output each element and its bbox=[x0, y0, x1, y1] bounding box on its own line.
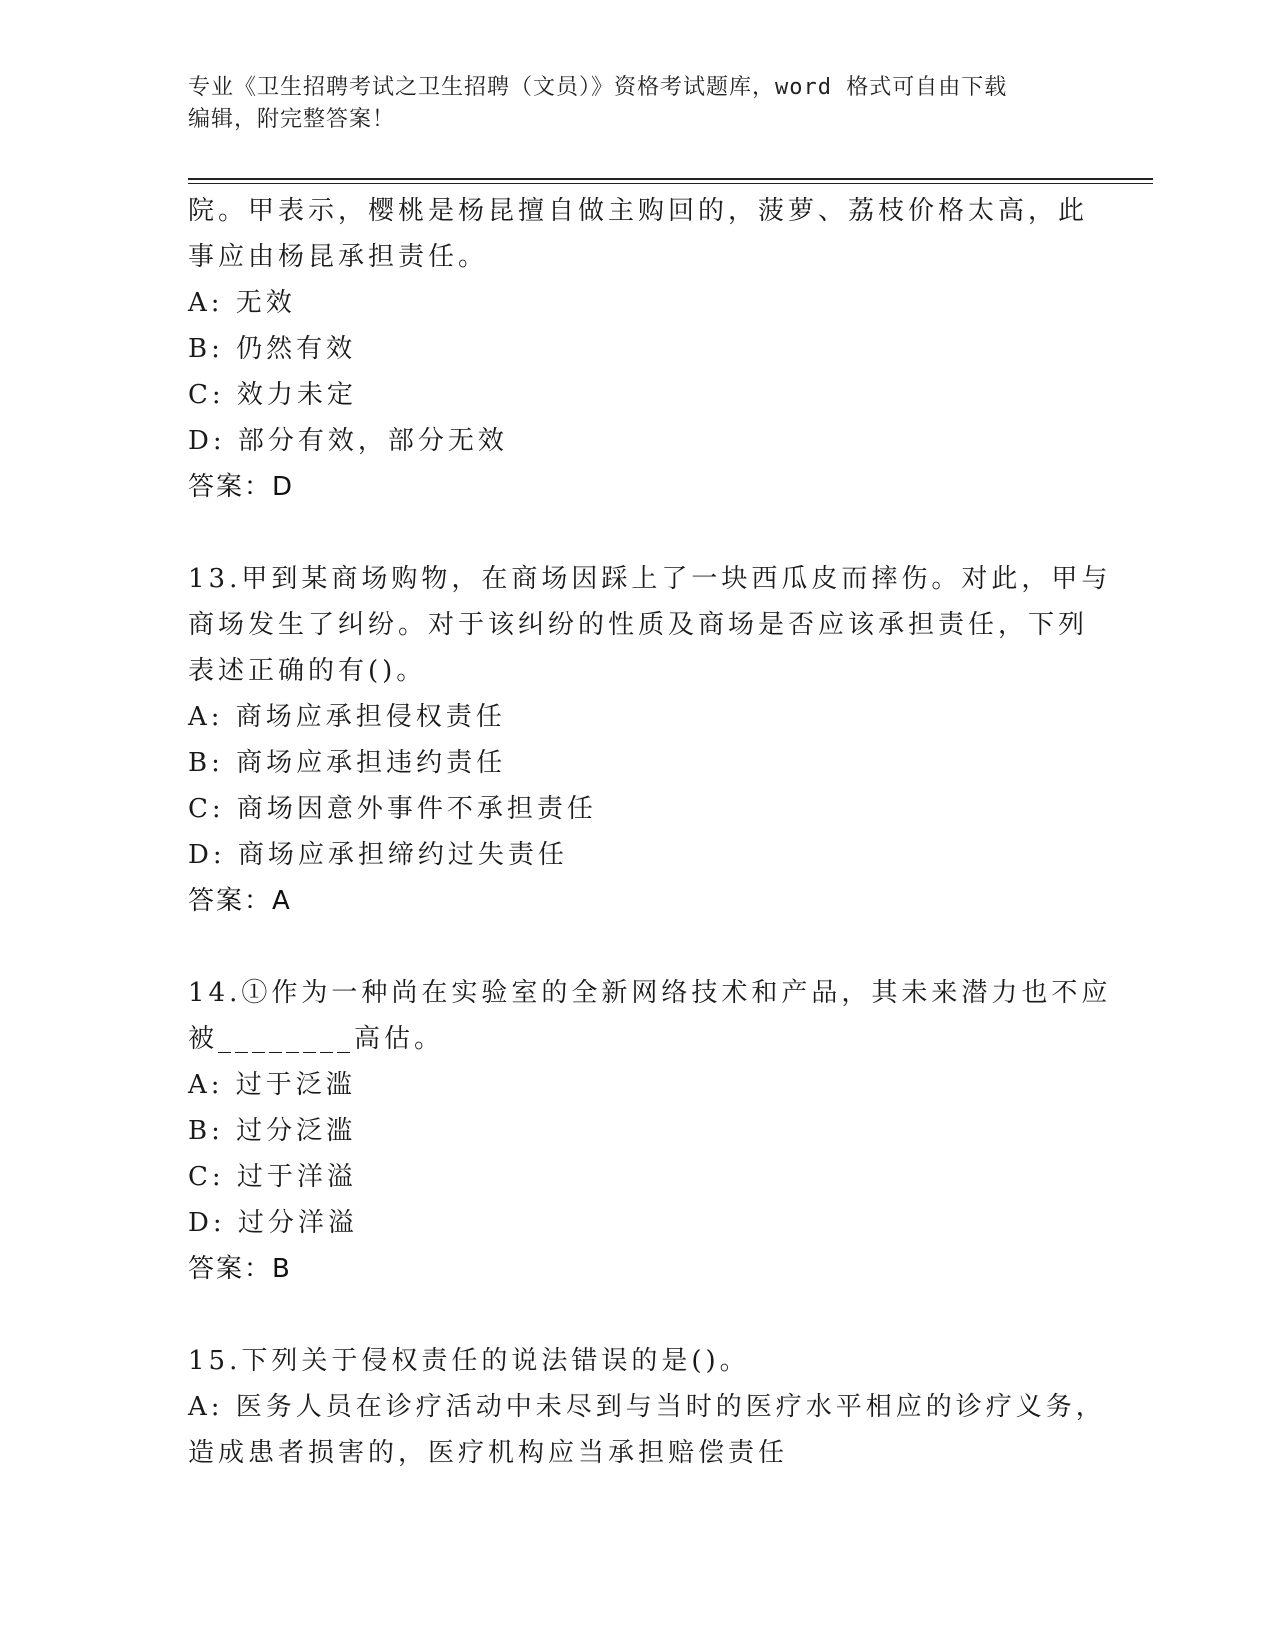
question-text: 商场发生了纠纷。对于该纠纷的性质及商场是否应该承担责任，下列 bbox=[188, 610, 1089, 640]
spacer bbox=[188, 924, 1088, 970]
answer: 答案：A bbox=[188, 886, 292, 916]
question-text: 14.①作为一种尚在实验室的全新网络技术和产品，其未来潜力也不应 bbox=[188, 978, 1112, 1008]
option-a: A: 医务人员在诊疗活动中未尽到与当时的医疗水平相应的诊疗义务， bbox=[188, 1392, 1106, 1422]
header-line: 编辑，附完整答案！ bbox=[188, 107, 396, 132]
option-d: D: 商场应承担缔约过失责任 bbox=[188, 840, 568, 870]
option-a-continued: 造成患者损害的，医疗机构应当承担赔偿责任 bbox=[188, 1438, 789, 1468]
answer: 答案：D bbox=[188, 472, 295, 502]
option-c: C: 效力未定 bbox=[188, 380, 357, 410]
question-text: 15.下列关于侵权责任的说法错误的是()。 bbox=[188, 1346, 750, 1376]
document-header bbox=[188, 72, 1088, 136]
question-12 bbox=[188, 188, 1088, 510]
header-line: 专业《卫生招聘考试之卫生招聘（文员）》资格考试题库，word 格式可自由下载 bbox=[188, 75, 1008, 100]
header-rule bbox=[188, 178, 1153, 180]
question-15 bbox=[188, 1338, 1106, 1476]
option-b: B: 仍然有效 bbox=[188, 334, 357, 364]
option-c: C: 过于洋溢 bbox=[188, 1162, 357, 1192]
option-d: D: 部分有效，部分无效 bbox=[188, 426, 508, 456]
question-list bbox=[188, 188, 1112, 1476]
question-13 bbox=[188, 556, 1112, 924]
option-d: D: 过分洋溢 bbox=[188, 1208, 358, 1238]
option-b: B: 过分泛滥 bbox=[188, 1116, 357, 1146]
question-text: 院。甲表示，樱桃是杨昆擅自做主购回的，菠萝、荔枝价格太高，此 bbox=[188, 196, 1089, 226]
option-a: A: 无效 bbox=[188, 288, 296, 318]
question-text: 被________高估。 bbox=[188, 1024, 445, 1054]
option-a: A: 过于泛滥 bbox=[188, 1070, 356, 1100]
question-text: 事应由杨昆承担责任。 bbox=[188, 242, 489, 272]
header-rule bbox=[188, 183, 1153, 184]
answer: 答案：B bbox=[188, 1254, 292, 1284]
spacer bbox=[188, 1292, 1088, 1338]
question-text: 13.甲到某商场购物，在商场因踩上了一块西瓜皮而摔伤。对此，甲与 bbox=[188, 564, 1112, 594]
spacer bbox=[188, 510, 1088, 556]
question-14 bbox=[188, 970, 1112, 1292]
question-text: 表述正确的有()。 bbox=[188, 656, 427, 686]
option-b: B: 商场应承担违约责任 bbox=[188, 748, 507, 778]
option-a: A: 商场应承担侵权责任 bbox=[188, 702, 506, 732]
option-c: C: 商场因意外事件不承担责任 bbox=[188, 794, 597, 824]
